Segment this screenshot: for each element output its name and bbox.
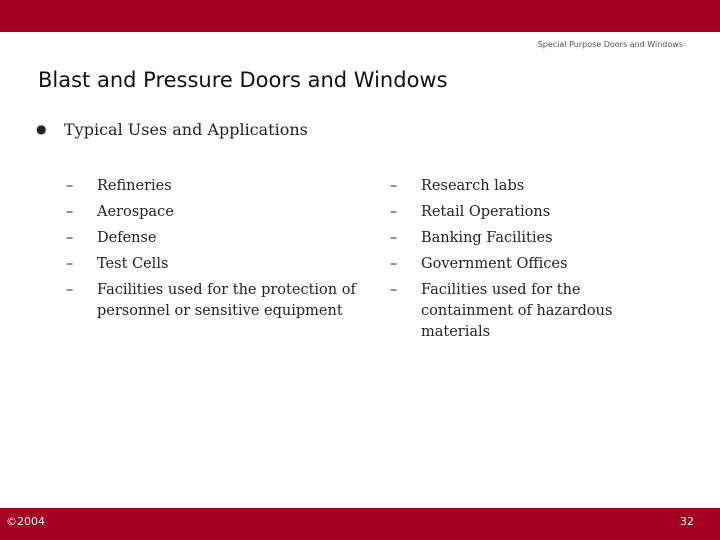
list-item-text: Facilities used for the containment of hazardous materials [421, 282, 613, 340]
list-item-text: Banking Facilities [421, 230, 553, 246]
list-item-text: Facilities used for the protection of personnel or sensitive equipment [97, 282, 356, 319]
dash-marker: – [390, 178, 398, 194]
page-number: 32 [680, 515, 694, 528]
list-item-text: Aerospace [97, 204, 174, 220]
list-item [390, 280, 650, 343]
running-header: Special Purpose Doors and Windows [537, 40, 683, 49]
list-item-text: Retail Operations [421, 204, 551, 220]
dash-marker: – [66, 204, 74, 220]
dash-marker: – [390, 230, 398, 246]
list-item [66, 228, 356, 249]
dash-marker: – [66, 282, 74, 298]
dash-marker: – [66, 230, 74, 246]
bullet-text: Typical Uses and Applications [64, 120, 308, 139]
bullet-dot-icon: ● [36, 122, 47, 136]
right-sub-list [390, 176, 650, 348]
dash-marker: – [390, 282, 398, 298]
list-item [66, 254, 356, 275]
slide-title: Blast and Pressure Doors and Windows [38, 68, 448, 92]
list-item [66, 176, 356, 197]
list-item-text: Defense [97, 230, 157, 246]
list-item-text: Test Cells [97, 256, 169, 272]
list-item [66, 280, 356, 322]
copyright-text: ©2004 [6, 515, 45, 528]
dash-marker: – [66, 178, 74, 194]
dash-marker: – [390, 204, 398, 220]
dash-marker: – [66, 256, 74, 272]
list-item-text: Government Offices [421, 256, 568, 272]
list-item [66, 202, 356, 223]
list-item-text: Research labs [421, 178, 525, 194]
top-banner [0, 0, 720, 32]
list-item [390, 254, 650, 275]
list-item [390, 202, 650, 223]
left-sub-list [66, 176, 356, 327]
bottom-banner [0, 508, 720, 540]
list-item [390, 176, 650, 197]
dash-marker: – [390, 256, 398, 272]
list-item [390, 228, 650, 249]
bullet-item [36, 120, 308, 139]
list-item-text: Refineries [97, 178, 172, 194]
